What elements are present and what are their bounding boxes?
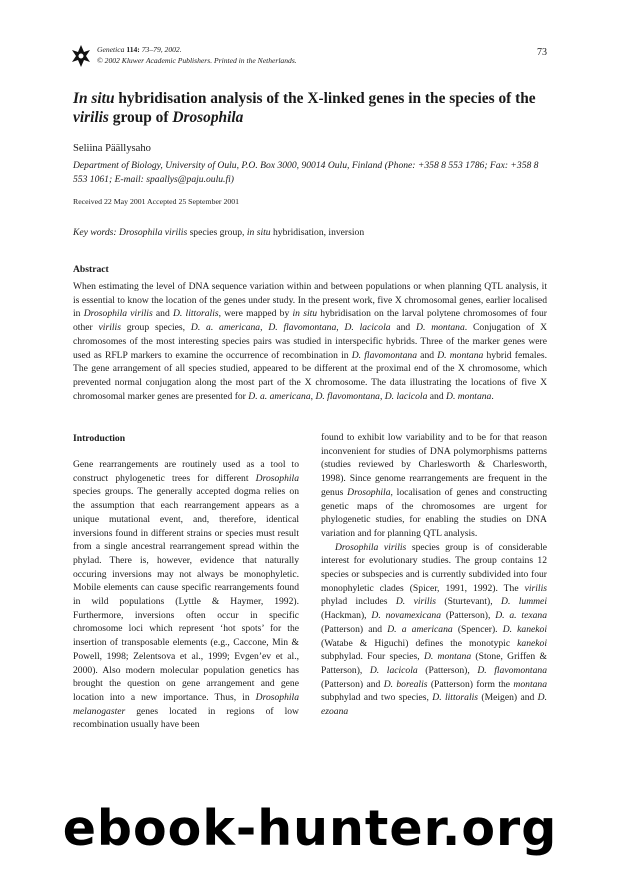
abstract-part: D. lacicola xyxy=(384,390,428,402)
abstract-part: D. flavomontana xyxy=(351,349,417,361)
intro-part: (Patterson), xyxy=(417,664,478,676)
kw-part: in situ xyxy=(246,227,271,238)
intro-part: species groups. The generally accepted dogma relies on the assumption that each rearrangement appears as a unique mutational event, and, therefore, identical inversions found in different strains or species must result from a single ancestral rearrangement spread within the phylad. There is, however, evidence that naturally occuring inversions may not always be monophyletic. Mobile elements can cause specific rearrangements found in wild populations (Lyttle & Haymer, 1992). Furthermore, inversions often occur in specific chromosome loci which represent ‘hot spots’ for the insertion of transposable elements (e.g., Caccone, Min & Powell, 1998; Zelentsova et al., 1999; Evgen’ev et al., 2000). Also modern molecular population genetics has brought the question on gene arrangement and gene location into a new importance. Thus, in xyxy=(73,486,299,703)
abstract-part: , xyxy=(260,322,269,334)
kw-part: Drosophila virilis xyxy=(119,227,188,238)
intro-part: , localisation of genes and constructing genetic maps of the chromosomes are urgent for phylogenetic studies, for enabling the studies on DNA variation and for planning QTL analysis. xyxy=(321,486,547,539)
abstract-part: , xyxy=(336,322,345,334)
intro-part: (Watabe & Higuchi) defines the monotypic xyxy=(321,637,518,649)
copyright-line: © 2002 Kluwer Academic Publishers. Printed in the Netherlands. xyxy=(97,56,297,65)
intro-part: subphylad and two species, xyxy=(321,692,433,704)
intro-part: D. littoralis xyxy=(432,692,479,704)
title-part: In situ xyxy=(73,90,115,107)
abstract-part: D. a. americana xyxy=(190,322,261,334)
intro-part: subphylad. Four species, xyxy=(321,651,424,663)
abstract-part: When estimating the level of DNA sequence variation within and between populations or when planning QTL analysis, it is essential to know the location of the genes under study. In the present work, five X chromosomal genes, earlier localised in xyxy=(73,281,547,320)
intro-part: D. borealis xyxy=(383,678,428,690)
intro-part: D. a americana xyxy=(387,623,453,635)
abstract-part: . xyxy=(491,390,494,402)
abstract-part: D. montana xyxy=(446,390,492,402)
keywords-label: Key words: xyxy=(73,227,117,238)
abstract-part: virilis xyxy=(98,322,121,334)
abstract-part: hybridisation on the larval polytene chromosomes of four other xyxy=(73,308,547,334)
abstract-part: D. flavomontana xyxy=(315,390,380,402)
intro-paragraph xyxy=(321,541,547,719)
abstract-part: Drosophila virilis xyxy=(83,308,153,320)
abstract-part: group species, xyxy=(120,322,191,334)
abstract-part: D. montana xyxy=(437,349,484,361)
intro-part: genes located in regions of low recombination usually have been xyxy=(73,705,299,731)
received-dates: Received 22 May 2001 Accepted 25 September 2001 xyxy=(73,197,240,206)
keywords xyxy=(73,227,364,238)
article-title xyxy=(73,89,553,127)
abstract-part: D. a. americana xyxy=(248,390,311,402)
author-affiliation: Department of Biology, University of Oulu, P.O. Box 3000, 90014 Oulu, Finland (Phone: +358 8 553 1786; Fax: +358 8 553 1061; E-mail: spaallys@paju.oulu.fi) xyxy=(73,160,539,185)
introduction-heading: Introduction xyxy=(73,433,126,444)
intro-part: kanekoi xyxy=(517,637,547,649)
intro-part: D. lacicola xyxy=(369,664,418,676)
intro-part: (Spencer). xyxy=(452,623,503,635)
intro-part: species group is of considerable interest for evolutionary studies. The group contains 12 species or subspecies and is currently subdivided into four monophyletic clades (Spicer, 1991, 1992). The xyxy=(321,541,548,594)
intro-part: montana xyxy=(513,678,547,690)
journal-volume: 114: xyxy=(126,45,140,54)
abstract-part: D. lacicola xyxy=(344,322,391,334)
intro-part: D. virilis xyxy=(395,596,436,608)
journal-pages: 73–79, 2002. xyxy=(141,45,182,54)
abstract-text xyxy=(73,280,547,403)
abstract-part: , xyxy=(379,390,385,402)
intro-part: found to exhibit low variability and to be for that reason inconvenient for studies of DNA polymorphisms patterns (studies reviewed by Charlesworth & Charlesworth, 1998). Since genome rearrangements are frequent in the genus xyxy=(321,432,547,498)
abstract-part: and xyxy=(390,322,417,334)
intro-part: (Meigen) and xyxy=(478,692,538,704)
intro-part: Drosophila melanogaster xyxy=(73,691,299,717)
intro-part: (Hackman), xyxy=(321,610,372,622)
abstract-part: . Conjugation of X chromosomes of the most interesting species pairs was studied in interspecific hybrids. Three of the marker genes were used as RFLP markers to examine the occurrence of recombination in xyxy=(73,322,548,361)
page-number: 73 xyxy=(537,47,547,58)
abstract-part: hybrid females. The gene arrangement of all species studied, appeared to be different at the proximal end of the X chromosome, which prevented normal conjugation along the most part of the X chromosome. The data illustrating the locations of five X chromosomal marker genes are presented for xyxy=(73,349,547,402)
abstract-part: in situ xyxy=(292,308,318,320)
abstract-part: , were mapped by xyxy=(218,308,293,320)
intro-part: (Stone, Griffen & Patterson), xyxy=(321,651,547,676)
abstract-part: and xyxy=(427,390,447,402)
intro-part: D. novamexicana xyxy=(371,610,441,622)
intro-part: D. kanekoi xyxy=(502,623,547,635)
watermark-text: ebook-hunter.org xyxy=(62,800,558,857)
intro-part: Gene rearrangements are routinely used as a tool to construct phylogenetic trees for different xyxy=(73,459,299,484)
author-name: Seliina Päällysaho xyxy=(73,143,151,154)
intro-part: (Patterson), xyxy=(441,610,496,622)
abstract-part: , xyxy=(310,390,316,402)
intro-part: phylad includes xyxy=(321,596,396,608)
abstract-part: D. flavomontana xyxy=(268,322,337,334)
title-part: group of xyxy=(108,109,173,126)
intro-part: D. flavomontana xyxy=(477,664,547,676)
intro-part: Drosophila xyxy=(255,472,299,484)
intro-part: D. lummei xyxy=(501,596,547,608)
intro-part: (Patterson) and xyxy=(321,623,388,635)
abstract-part: D. littoralis xyxy=(172,308,219,320)
abstract-heading: Abstract xyxy=(73,264,109,275)
abstract-part: D. montana xyxy=(416,322,465,334)
publisher-logo-icon xyxy=(71,44,91,68)
intro-part: D. montana xyxy=(423,651,472,663)
abstract-part: and xyxy=(417,349,438,361)
intro-part: virilis xyxy=(524,582,547,594)
intro-paragraph xyxy=(321,431,547,541)
kw-part: hybridisation, inversion xyxy=(270,227,365,238)
title-part: virilis xyxy=(73,109,109,126)
right-column xyxy=(321,431,547,719)
intro-paragraph xyxy=(73,458,299,732)
left-column xyxy=(73,458,299,732)
title-part: hybridisation analysis of the X-linked genes in the species of the xyxy=(114,90,536,107)
intro-part: Drosophila virilis xyxy=(335,541,407,553)
intro-part: Drosophila xyxy=(347,486,391,498)
intro-part: D. ezoana xyxy=(321,692,547,718)
intro-part: (Patterson) form the xyxy=(427,678,514,690)
title-part: Drosophila xyxy=(172,109,244,126)
kw-part: species group, xyxy=(187,227,247,238)
intro-part: (Sturtevant), xyxy=(436,596,502,608)
journal-citation xyxy=(97,44,297,66)
abstract-part: and xyxy=(152,308,173,320)
journal-name: Genetica xyxy=(97,45,125,54)
intro-part: D. a. texana xyxy=(495,610,547,622)
intro-part: (Patterson) and xyxy=(321,678,384,690)
